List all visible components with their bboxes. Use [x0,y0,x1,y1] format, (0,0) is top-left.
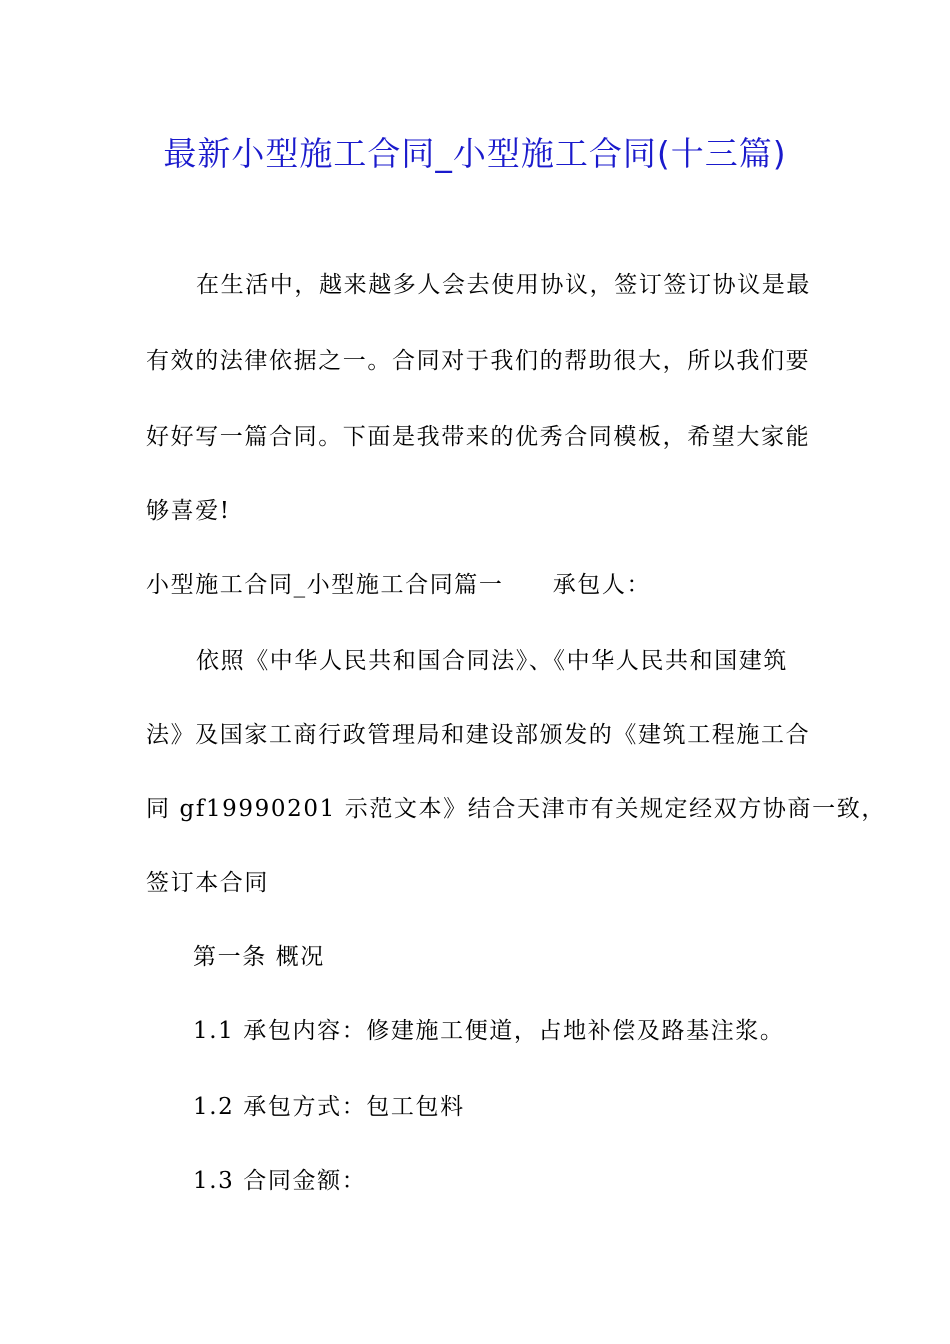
section-heading-line: 小型施工合同_小型施工合同篇一 承包人： [146,572,652,598]
paragraph-line: 有效的法律依据之一。合同对于我们的帮助很大，所以我们要 [146,348,811,374]
paragraph-line: 好好写一篇合同。下面是我带来的优秀合同模板，希望大家能 [146,424,811,450]
paragraph-line: 法》及国家工商行政管理局和建设部颁发的《建筑工程施工合 [146,722,811,748]
article-heading: 第一条 概况 [193,944,325,970]
paragraph-line: 在生活中，越来越多人会去使用协议，签订签订协议是最 [196,272,811,298]
paragraph-line: 依照《中华人民共和国合同法》、《中华人民共和国建筑 [196,648,788,674]
clause-line: 1.2 承包方式：包工包料 [193,1094,465,1120]
clause-line: 1.1 承包内容：修建施工便道，占地补偿及路基注浆。 [193,1018,785,1044]
paragraph-line: 同 gf19990201 示范文本》结合天津市有关规定经双方协商一致， [146,796,886,822]
paragraph-line: 签订本合同 [146,870,269,896]
clause-line: 1.3 合同金额： [193,1168,367,1194]
document-title: 最新小型施工合同_小型施工合同(十三篇) [163,134,787,173]
paragraph-line: 够喜爱! [146,498,231,524]
